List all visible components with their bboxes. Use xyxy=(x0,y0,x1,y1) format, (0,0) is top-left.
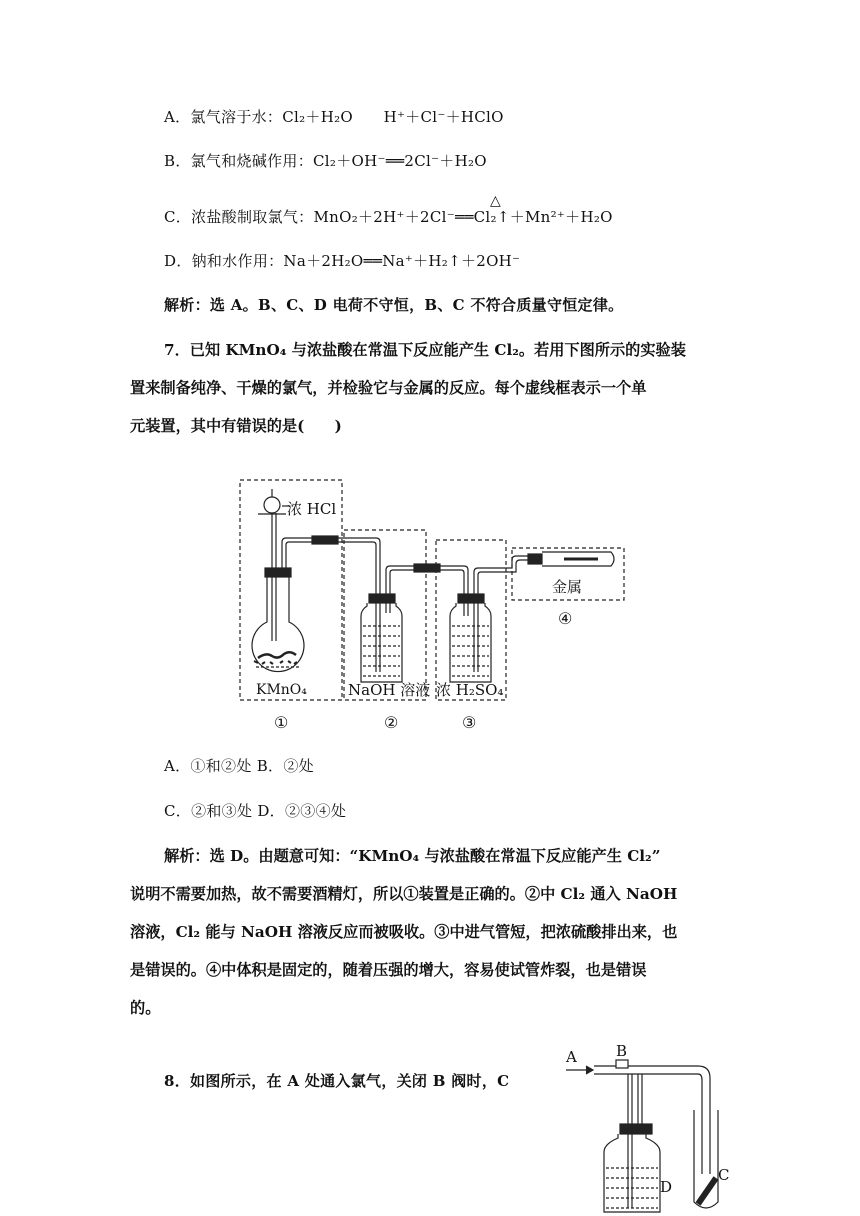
label-unit-2: ② xyxy=(384,713,399,732)
label-unit-4: ④ xyxy=(558,609,573,628)
label-kmno4: KMnO₄ xyxy=(256,682,307,698)
option-q6-a xyxy=(164,106,504,127)
unit-box-3 xyxy=(436,540,506,700)
label-b: B xyxy=(616,1042,628,1060)
q7-stem-line-1: 7．已知 KMnO₄ 与浓盐酸在常温下反应能产生 Cl₂。若用下图所示的实验装 xyxy=(164,341,686,359)
q7-analysis-line-5: 的。 xyxy=(130,999,161,1017)
flask-stopper xyxy=(265,568,291,577)
bottle-d-stopper xyxy=(620,1124,652,1134)
analysis-q6: 解析：选 A。B、C、D 电荷不守恒，B、C 不符合质量守恒定律。 xyxy=(164,296,624,314)
unit-box-2 xyxy=(344,530,426,700)
option-q6-b-text: B．氯气和烧碱作用：Cl₂＋OH⁻══2Cl⁻＋H₂O xyxy=(164,152,487,170)
gas-washing-bottle-3 xyxy=(450,603,491,682)
q7-stem-line-2: 置来制备纯净、干燥的氯气，并检验它与金属的反应。每个虚线框表示一个单 xyxy=(130,379,647,397)
option-q6-a-text: A．氯气溶于水：Cl₂＋H₂O H⁺＋Cl⁻＋HClO xyxy=(164,108,504,126)
option-q6-d-text: D．钠和水作用：Na＋2H₂O══Na⁺＋H₂↑＋2OH⁻ xyxy=(164,252,521,270)
q7-analysis xyxy=(130,837,730,1027)
q7-analysis-line-3: 溶液，Cl₂ 能与 NaOH 溶液反应而被吸收。③中进气管短，把浓硫酸排出来，也 xyxy=(130,923,678,941)
gas-washing-bottle-2 xyxy=(361,603,402,682)
label-metal: 金属 xyxy=(552,578,583,596)
option-q6-b xyxy=(164,150,487,171)
label-a: A xyxy=(566,1048,577,1066)
label-c: C xyxy=(718,1166,730,1184)
label-unit-3: ③ xyxy=(462,713,477,732)
option-q6-d xyxy=(164,250,520,271)
label-unit-1: ① xyxy=(274,713,289,732)
question-8-stem: 8．如图所示，在 A 处通入氯气，关闭 B 阀时，C xyxy=(164,1072,510,1090)
chlorine-apparatus-figure xyxy=(236,476,636,738)
option-q6-c xyxy=(164,206,613,227)
label-naoh-solution: NaOH 溶液 xyxy=(348,681,431,699)
separatory-funnel xyxy=(264,497,280,513)
q7-analysis-line-2: 说明不需要加热，故不需要酒精灯，所以①装置是正确的。②中 Cl₂ 通入 NaOH xyxy=(130,885,678,903)
bottle-3-stopper xyxy=(458,594,484,603)
q7-stem-line-3: 元装置，其中有错误的是( ) xyxy=(130,417,342,435)
q7-options-row-2: C．②和③处 D．②③④处 xyxy=(164,802,347,820)
question-7-stem xyxy=(130,331,730,445)
test-tube-stopper xyxy=(528,554,542,564)
label-d: D xyxy=(660,1178,673,1196)
label-conc-hcl: 浓 HCl xyxy=(287,500,337,518)
reaction-condition-heat: △ xyxy=(490,193,502,209)
q7-options-row-1: A．①和②处 B．②处 xyxy=(164,757,314,775)
q7-analysis-line-4: 是错误的。④中体积是固定的，随着压强的增大，容易使试管炸裂，也是错误 xyxy=(130,961,647,979)
bottle-2-stopper xyxy=(369,594,395,603)
valve-b xyxy=(616,1060,628,1068)
option-q6-c-text: C．浓盐酸制取氯气：MnO₂＋2H⁺＋2Cl⁻══Cl₂↑＋Mn²⁺＋H₂O xyxy=(164,208,613,226)
q8-apparatus-figure xyxy=(562,1040,742,1216)
label-conc-h2so4: 浓 H₂SO₄ xyxy=(436,681,504,699)
q7-analysis-line-1: 解析：选 D。由题意可知：“KMnO₄ 与浓盐酸在常温下反应能产生 Cl₂” xyxy=(164,847,661,865)
